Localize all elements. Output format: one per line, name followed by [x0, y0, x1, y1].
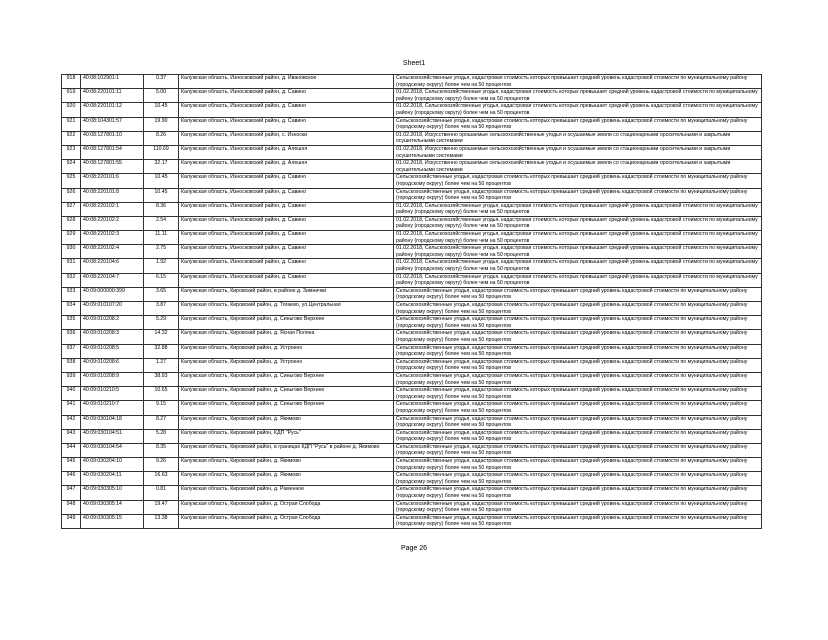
row-number-cell: 924 — [62, 160, 81, 174]
cadastral-number-cell: 40:09:030305:14 — [81, 500, 144, 514]
table-row — [62, 302, 762, 316]
cadastral-number-cell: 40:09:010208:5 — [81, 344, 144, 358]
address-cell: Калужская область, Кировский район, д. Синьгово Верхнее — [179, 316, 394, 330]
area-cell: 3.65 — [144, 287, 179, 301]
land-category-cell: Сельскохозяйственные угодья, кадастровая стоимость которых превышает средний уровень кадастровой стоимости по муниципальному району (городскому округу) более чем на 50 процентов — [394, 287, 762, 301]
address-cell: Калужская область, Кировский район, КДП "Русь" — [179, 429, 394, 443]
row-number-cell: 948 — [62, 500, 81, 514]
area-cell: 5.00 — [144, 89, 179, 103]
area-cell: 10.45 — [144, 188, 179, 202]
area-cell: 19.90 — [144, 117, 179, 131]
land-category-cell: Сельскохозяйственные угодья, кадастровая стоимость которых превышает средний уровень кадастровой стоимости по муниципальному району (городскому округу) более чем на 50 процентов — [394, 188, 762, 202]
cadastral-number-cell: 40:09:010210:7 — [81, 401, 144, 415]
area-cell: 6.15 — [144, 273, 179, 287]
table-row — [62, 486, 762, 500]
area-cell: 3.87 — [144, 302, 179, 316]
land-category-cell: 01.02.2018, Сельскохозяйственные угодья, кадастровая стоимость которых превышает средний уровень кадастровой стоимости по муниципальному району (городскому округу) более чем на 50 процентов — [394, 202, 762, 216]
cadastral-number-cell: 40:08:220102:1 — [81, 202, 144, 216]
cadastral-number-cell: 40:08:104301:57 — [81, 117, 144, 131]
table-row — [62, 500, 762, 514]
address-cell: Калужская область, Износковский район, д. Савино — [179, 245, 394, 259]
table-row — [62, 287, 762, 301]
land-category-cell: 01.02.2018, Сельскохозяйственные угодья, кадастровая стоимость которых превышает средний уровень кадастровой стоимости по муниципальному району (городскому округу) более чем на 50 процентов — [394, 259, 762, 273]
table-row — [62, 259, 762, 273]
row-number-cell: 937 — [62, 344, 81, 358]
land-category-cell: Сельскохозяйственные угодья, кадастровая стоимость которых превышает средний уровень кадастровой стоимости по муниципальному району (городскому округу) более чем на 50 процентов — [394, 316, 762, 330]
page-number: Page 26 — [400, 545, 428, 552]
cadastral-number-cell: 40:08:102901:1 — [81, 75, 144, 89]
land-category-cell: 01.02.2018, Сельскохозяйственные угодья, кадастровая стоимость которых превышает средний уровень кадастровой стоимости по муниципальному району (городскому округу) более чем на 50 процентов — [394, 245, 762, 259]
land-category-cell: Сельскохозяйственные угодья, кадастровая стоимость которых превышает средний уровень кадастровой стоимости по муниципальному району (городскому округу) более чем на 50 процентов — [394, 486, 762, 500]
cadastral-number-cell: 40:09:010210:5 — [81, 387, 144, 401]
area-cell: 8.35 — [144, 443, 179, 457]
table-row — [62, 75, 762, 89]
area-cell: 11.11 — [144, 231, 179, 245]
table-row — [62, 387, 762, 401]
cadastral-number-cell: 40:09:030204:10 — [81, 458, 144, 472]
cadastral-number-cell: 40:08:220102:4 — [81, 245, 144, 259]
table-row — [62, 202, 762, 216]
area-cell: 10.45 — [144, 103, 179, 117]
cadastral-number-cell: 40:09:010208:3 — [81, 330, 144, 344]
land-category-cell: Сельскохозяйственные угодья, кадастровая стоимость которых превышает средний уровень кадастровой стоимости по муниципальному району (городскому округу) более чем на 50 процентов — [394, 174, 762, 188]
address-cell: Калужская область, Износковский район, д. Савино — [179, 273, 394, 287]
area-cell: 8.27 — [144, 415, 179, 429]
table-row — [62, 514, 762, 528]
area-cell: 13.38 — [144, 514, 179, 528]
row-number-cell: 923 — [62, 145, 81, 159]
area-cell: 8.26 — [144, 131, 179, 145]
land-category-cell: 01.02.2018, Сельскохозяйственные угодья, кадастровая стоимость которых превышает средний уровень кадастровой стоимости по муниципальному району (городскому округу) более чем на 50 процентов — [394, 89, 762, 103]
cadastral-number-cell: 40:09:010208:2 — [81, 316, 144, 330]
table-row — [62, 472, 762, 486]
area-cell: 16.63 — [144, 472, 179, 486]
cadastral-number-cell: 40:08:220101:8 — [81, 188, 144, 202]
address-cell: Калужская область, Кировский район, д. Острая Слобода — [179, 514, 394, 528]
table-row — [62, 443, 762, 457]
table-row — [62, 344, 762, 358]
cadastral-number-cell: 40:09:010107:20 — [81, 302, 144, 316]
table-row — [62, 117, 762, 131]
cadastral-number-cell: 40:09:010208:6 — [81, 358, 144, 372]
table-row — [62, 273, 762, 287]
area-cell: 38.93 — [144, 372, 179, 386]
table-row — [62, 188, 762, 202]
address-cell: Калужская область, Износковский район, д. Савино — [179, 117, 394, 131]
table-row — [62, 358, 762, 372]
cadastral-number-cell: 40:08:127801:10 — [81, 131, 144, 145]
table-row — [62, 231, 762, 245]
address-cell: Калужская область, Износковский район, д. Алешня — [179, 145, 394, 159]
address-cell: Калужская область, Износковский район, д. Алешня — [179, 160, 394, 174]
land-category-cell: 01.02.2018, Сельскохозяйственные угодья, кадастровая стоимость которых превышает средний уровень кадастровой стоимости по муниципальному району (городскому округу) более чем на 50 процентов — [394, 216, 762, 230]
row-number-cell: 949 — [62, 514, 81, 528]
area-cell: 1.27 — [144, 358, 179, 372]
row-number-cell: 927 — [62, 202, 81, 216]
table-row — [62, 145, 762, 159]
address-cell: Калужская область, Кировский район, д. Синьгово Верхнее — [179, 372, 394, 386]
area-cell: 9.26 — [144, 458, 179, 472]
land-category-cell: Сельскохозяйственные угодья, кадастровая стоимость которых превышает средний уровень кадастровой стоимости по муниципальному району (городскому округу) более чем на 50 процентов — [394, 117, 762, 131]
address-cell: Калужская область, Износковский район, с. Износки — [179, 131, 394, 145]
area-cell: 2.75 — [144, 245, 179, 259]
area-cell: 0.81 — [144, 486, 179, 500]
table-row — [62, 458, 762, 472]
area-cell: 1.92 — [144, 259, 179, 273]
land-category-cell: 01.02.2018, Искусственно орошаемые сельскохозяйственные угодья и осушаемые земли со стационарными оросительными и закрытыми осушительными системами — [394, 145, 762, 159]
land-category-cell: Сельскохозяйственные угодья, кадастровая стоимость которых превышает средний уровень кадастровой стоимости по муниципальному району (городскому округу) более чем на 50 процентов — [394, 514, 762, 528]
land-category-cell: Сельскохозяйственные угодья, кадастровая стоимость которых превышает средний уровень кадастровой стоимости по муниципальному району (городскому округу) более чем на 50 процентов — [394, 429, 762, 443]
table-row — [62, 372, 762, 386]
area-cell: 2.54 — [144, 216, 179, 230]
row-number-cell: 936 — [62, 330, 81, 344]
land-category-cell: 01.02.2018, Сельскохозяйственные угодья, кадастровая стоимость которых превышает средний уровень кадастровой стоимости по муниципальному району (городскому округу) более чем на 50 процентов — [394, 273, 762, 287]
cadastral-number-cell: 40:09:030305:15 — [81, 514, 144, 528]
row-number-cell: 929 — [62, 231, 81, 245]
cadastral-number-cell: 40:08:220102:3 — [81, 231, 144, 245]
land-category-cell: Сельскохозяйственные угодья, кадастровая стоимость которых превышает средний уровень кадастровой стоимости по муниципальному району (городскому округу) более чем на 50 процентов — [394, 443, 762, 457]
address-cell: Калужская область, Износковский район, д. Савино — [179, 174, 394, 188]
address-cell: Калужская область, Износковский район, д. Савино — [179, 259, 394, 273]
table-row — [62, 160, 762, 174]
land-category-cell: Сельскохозяйственные угодья, кадастровая стоимость которых превышает средний уровень кадастровой стоимости по муниципальному району (городскому округу) более чем на 50 процентов — [394, 358, 762, 372]
table-row — [62, 131, 762, 145]
row-number-cell: 930 — [62, 245, 81, 259]
land-category-cell: 01.02.2018, Искусственно орошаемые сельскохозяйственные угодья и осушаемые земли со стационарными оросительными и закрытыми осушительными системами — [394, 131, 762, 145]
address-cell: Калужская область, Кировский район, д. Якимово — [179, 472, 394, 486]
cadastral-number-cell: 40:09:030104:51 — [81, 429, 144, 443]
address-cell: Калужская область, Износковский район, д. Савино — [179, 188, 394, 202]
cadastral-number-cell: 40:08:220102:2 — [81, 216, 144, 230]
address-cell: Калужская область, Кировский район, д. Устроено — [179, 358, 394, 372]
address-cell: Калужская область, Кировский район, в границах КДП "Русь" в районе д. Якимово — [179, 443, 394, 457]
address-cell: Калужская область, Износковский район, д. Савино — [179, 216, 394, 230]
area-cell: 19.47 — [144, 500, 179, 514]
land-category-cell: Сельскохозяйственные угодья, кадастровая стоимость которых превышает средний уровень кадастровой стоимости по муниципальному району (городскому округу) более чем на 50 процентов — [394, 75, 762, 89]
row-number-cell: 919 — [62, 89, 81, 103]
area-cell: 32.88 — [144, 344, 179, 358]
row-number-cell: 921 — [62, 117, 81, 131]
land-category-cell: Сельскохозяйственные угодья, кадастровая стоимость которых превышает средний уровень кадастровой стоимости по муниципальному району (городскому округу) более чем на 50 процентов — [394, 458, 762, 472]
table-row — [62, 174, 762, 188]
area-cell: 8.36 — [144, 202, 179, 216]
cadastral-number-cell: 40:09:030305:10 — [81, 486, 144, 500]
row-number-cell: 926 — [62, 188, 81, 202]
cadastral-number-cell: 40:08:220104:7 — [81, 273, 144, 287]
row-number-cell: 944 — [62, 443, 81, 457]
row-number-cell: 942 — [62, 415, 81, 429]
land-category-cell: Сельскохозяйственные угодья, кадастровая стоимость которых превышает средний уровень кадастровой стоимости по муниципальному району (городскому округу) более чем на 50 процентов — [394, 415, 762, 429]
address-cell: Калужская область, Кировский район, д. Устроено — [179, 344, 394, 358]
row-number-cell: 932 — [62, 273, 81, 287]
row-number-cell: 943 — [62, 429, 81, 443]
cadastral-number-cell: 40:09:030104:18 — [81, 415, 144, 429]
row-number-cell: 934 — [62, 302, 81, 316]
row-number-cell: 941 — [62, 401, 81, 415]
area-cell: 10.45 — [144, 174, 179, 188]
sheet-title: Sheet1 — [402, 60, 426, 67]
address-cell: Калужская область, Кировский район, д. Якимово — [179, 415, 394, 429]
table-row — [62, 216, 762, 230]
cadastral-number-cell: 40:08:127801:55 — [81, 160, 144, 174]
cadastral-number-cell: 40:08:220101:11 — [81, 89, 144, 103]
row-number-cell: 918 — [62, 75, 81, 89]
cadastral-number-cell: 40:09:030204:11 — [81, 472, 144, 486]
land-category-cell: 01.02.2018, Искусственно орошаемые сельскохозяйственные угодья и осушаемые земли со стационарными оросительными и закрытыми осушительными системами — [394, 160, 762, 174]
address-cell: Калужская область, Кировский район, д. Синьгово Верхнее — [179, 401, 394, 415]
row-number-cell: 935 — [62, 316, 81, 330]
land-category-cell: Сельскохозяйственные угодья, кадастровая стоимость которых превышает средний уровень кадастровой стоимости по муниципальному району (городскому округу) более чем на 50 процентов — [394, 387, 762, 401]
area-cell: 9.15 — [144, 401, 179, 415]
address-cell: Калужская область, Кировский район, в районе д. Зимнички — [179, 287, 394, 301]
address-cell: Калужская область, Кировский район, д. Раменное — [179, 486, 394, 500]
address-cell: Калужская область, Кировский район, д. Якимово — [179, 458, 394, 472]
land-category-cell: 01.02.2018, Сельскохозяйственные угодья, кадастровая стоимость которых превышает средний уровень кадастровой стоимости по муниципальному району (городскому округу) более чем на 50 процентов — [394, 103, 762, 117]
land-category-cell: Сельскохозяйственные угодья, кадастровая стоимость которых превышает средний уровень кадастровой стоимости по муниципальному району (городскому округу) более чем на 50 процентов — [394, 344, 762, 358]
cadastral-number-cell: 40:08:220101:12 — [81, 103, 144, 117]
address-cell: Калужская область, Кировский район, д. Острая Слобода — [179, 500, 394, 514]
row-number-cell: 933 — [62, 287, 81, 301]
row-number-cell: 947 — [62, 486, 81, 500]
row-number-cell: 928 — [62, 216, 81, 230]
area-cell: 110.69 — [144, 145, 179, 159]
address-cell: Калужская область, Износковский район, д. Савино — [179, 231, 394, 245]
row-number-cell: 940 — [62, 387, 81, 401]
address-cell: Калужская область, Износковский район, д. Савино — [179, 103, 394, 117]
cadastral-number-cell: 40:08:220101:6 — [81, 174, 144, 188]
row-number-cell: 945 — [62, 458, 81, 472]
row-number-cell: 946 — [62, 472, 81, 486]
row-number-cell: 925 — [62, 174, 81, 188]
cadastral-number-cell: 40:09:030104:54 — [81, 443, 144, 457]
address-cell: Калужская область, Кировский район, д. Тягаево, ул.Центральная — [179, 302, 394, 316]
cadastral-number-cell: 40:08:220104:6 — [81, 259, 144, 273]
row-number-cell: 938 — [62, 358, 81, 372]
land-category-cell: 01.02.2018, Сельскохозяйственные угодья, кадастровая стоимость которых превышает средний уровень кадастровой стоимости по муниципальному району (городскому округу) более чем на 50 процентов — [394, 231, 762, 245]
row-number-cell: 931 — [62, 259, 81, 273]
table-row — [62, 330, 762, 344]
address-cell: Калужская область, Износковский район, д. Савино — [179, 202, 394, 216]
table-body — [62, 75, 762, 529]
land-category-cell: Сельскохозяйственные угодья, кадастровая стоимость которых превышает средний уровень кадастровой стоимости по муниципальному району (городскому округу) более чем на 50 процентов — [394, 401, 762, 415]
land-category-cell: Сельскохозяйственные угодья, кадастровая стоимость которых превышает средний уровень кадастровой стоимости по муниципальному району (городскому округу) более чем на 50 процентов — [394, 472, 762, 486]
table-row — [62, 401, 762, 415]
area-cell: 5.28 — [144, 429, 179, 443]
cadastral-number-cell: 40:09:010208:9 — [81, 372, 144, 386]
area-cell: 0.37 — [144, 75, 179, 89]
row-number-cell: 920 — [62, 103, 81, 117]
land-register-table — [61, 74, 762, 529]
land-category-cell: Сельскохозяйственные угодья, кадастровая стоимость которых превышает средний уровень кадастровой стоимости по муниципальному району (городскому округу) более чем на 50 процентов — [394, 302, 762, 316]
land-category-cell: Сельскохозяйственные угодья, кадастровая стоимость которых превышает средний уровень кадастровой стоимости по муниципальному району (городскому округу) более чем на 50 процентов — [394, 330, 762, 344]
table-row — [62, 429, 762, 443]
address-cell: Калужская область, Кировский район, д. Синьгово Верхнее — [179, 387, 394, 401]
area-cell: 5.29 — [144, 316, 179, 330]
cadastral-number-cell: 40:09:000000:399 — [81, 287, 144, 301]
table-row — [62, 245, 762, 259]
area-cell: 32.17 — [144, 160, 179, 174]
area-cell: 10.65 — [144, 387, 179, 401]
cadastral-number-cell: 40:08:127801:54 — [81, 145, 144, 159]
address-cell: Калужская область, Износковский район, д. Ивановское — [179, 75, 394, 89]
land-category-cell: Сельскохозяйственные угодья, кадастровая стоимость которых превышает средний уровень кадастровой стоимости по муниципальному району (городскому округу) более чем на 50 процентов — [394, 500, 762, 514]
area-cell: 14.32 — [144, 330, 179, 344]
row-number-cell: 922 — [62, 131, 81, 145]
address-cell: Калужская область, Износковский район, д. Савино — [179, 89, 394, 103]
land-category-cell: Сельскохозяйственные угодья, кадастровая стоимость которых превышает средний уровень кадастровой стоимости по муниципальному району (городскому округу) более чем на 50 процентов — [394, 372, 762, 386]
address-cell: Калужская область, Кировский район, д. Ясная Поляна — [179, 330, 394, 344]
table-row — [62, 89, 762, 103]
table-row — [62, 103, 762, 117]
table-row — [62, 415, 762, 429]
table-row — [62, 316, 762, 330]
row-number-cell: 939 — [62, 372, 81, 386]
